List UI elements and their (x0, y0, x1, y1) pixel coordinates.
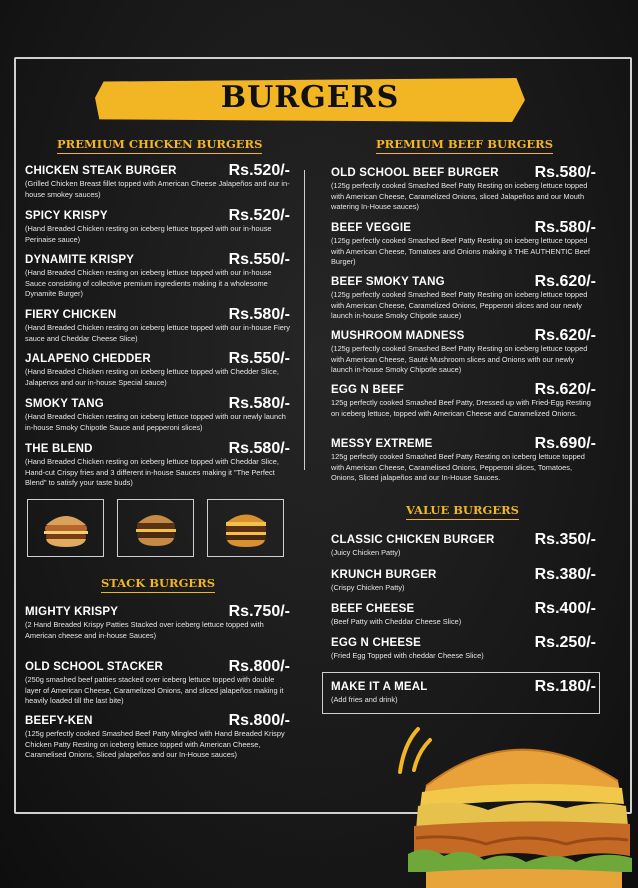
section-title-stack: STACK BURGERS (101, 576, 216, 590)
menu-item (25, 251, 290, 300)
item-name: CHICKEN STEAK BURGER (25, 165, 177, 177)
item-description: (Hand Breaded Chicken resting on iceberg lettuce topped with our in-house Perinaise sauce) (25, 224, 272, 244)
menu-item (331, 164, 596, 213)
featured-burger-image (396, 726, 638, 888)
item-name: SMOKY TANG (25, 398, 104, 410)
menu-item (25, 350, 290, 388)
item-name: DYNAMITE KRISPY (25, 254, 135, 266)
item-description: (125g perfectly cooked Smashed Beef Patty Resting on iceberg lettuce topped with American Cheese, Caramelized Onions, Pepperoni slices and our newly launch in-house Smoky Chipotle sauce) (331, 290, 588, 320)
item-name: EGG N CHEESE (331, 637, 421, 649)
menu-item (25, 603, 290, 641)
burger-icon (130, 507, 182, 549)
item-price: Rs.580/- (534, 164, 596, 181)
menu-item (25, 712, 290, 761)
menu-item (331, 381, 596, 419)
item-name: KRUNCH BURGER (331, 569, 437, 581)
item-price: Rs.520/- (228, 207, 290, 224)
item-name: THE BLEND (25, 443, 93, 455)
item-description: (Hand Breaded Chicken resting on iceberg lettuce topped with Cheddar Slice, Hand-cut Crispy fries and 3 different in-house Sauces making it "The Perfect Blend" to satisfy your taste buds) (25, 457, 279, 487)
accent-stroke (414, 740, 430, 770)
item-description: (250g smashed beef patties stacked over iceberg lettuce topped with double layer of American Cheese, Caramelized Onions, and sliced jalapeños making it heavily loaded till the last bite) (25, 675, 284, 705)
item-description: (Hand Breaded Chicken resting on iceberg lettuce topped with our in-house Fiery sauce and Cheddar Cheese Slice) (25, 323, 290, 343)
menu-item (25, 207, 290, 245)
item-description: (Hand Breaded Chicken resting on iceberg lettuce topped with Chedder Slice, Jalapenos and our in-house Special sauce) (25, 367, 279, 387)
section-title-chicken: PREMIUM CHICKEN BURGERS (57, 137, 263, 151)
menu-item (25, 395, 290, 433)
burger-thumbnail (207, 499, 284, 557)
item-name: MIGHTY KRISPY (25, 606, 119, 618)
item-price: Rs.520/- (228, 162, 290, 179)
item-description: (125g perfectly cooked Smashed Beef Patty Resting on iceberg lettuce topped with American Cheese, Caramelized Onions, sliced Jalapeños and our Mouth watering In-House sauces) (331, 181, 588, 211)
item-name: EGG N BEEF (331, 384, 404, 396)
item-price: Rs.250/- (534, 634, 596, 651)
item-price: Rs.580/- (228, 395, 290, 412)
menu-item (25, 306, 290, 344)
item-description: (2 Hand Breaded Krispy Patties Stacked over iceberg lettuce topped with American cheese and in-house Sauces) (25, 620, 264, 640)
menu-item (331, 634, 596, 662)
item-name: BEEF VEGGIE (331, 222, 412, 234)
item-name: SPICY KRISPY (25, 210, 108, 222)
menu-item (331, 531, 596, 559)
item-description: 125g perfectly cooked Smashed Beef Patty Resting on iceberg lettuce topped with American Cheese, Caramelised Onions, Pepperoni slices, Tomatoes, Onions, Sliced jalapeños and our In-House Sauces. (331, 452, 585, 482)
item-price: Rs.620/- (534, 327, 596, 344)
item-description: (Crispy Chicken Patty) (331, 583, 405, 592)
item-name: MESSY EXTREME (331, 438, 433, 450)
menu-item (25, 162, 290, 200)
item-price: Rs.580/- (534, 219, 596, 236)
item-name: BEEF CHEESE (331, 603, 415, 615)
item-description: 125g perfectly cooked Smashed Beef Patty, Dressed up with Fried-Egg Resting on iceberg lettuce, topped with American Cheese and Caramelized Onions. (331, 398, 591, 418)
item-name: CLASSIC CHICKEN BURGER (331, 534, 495, 546)
burger-icon (220, 507, 272, 549)
item-description: (125g perfectly cooked Smashed Beef Patty Resting on iceberg lettuce topped with American Cheese, Sauté Mushroom slices and Onions with our newly launch in-house Smoky Chipotle sauce) (331, 344, 588, 374)
item-name: OLD SCHOOL BEEF BURGER (331, 167, 499, 179)
item-name: FIERY CHICKEN (25, 309, 117, 321)
item-name: BEEF SMOKY TANG (331, 276, 445, 288)
item-description: (125g perfectly cooked Smashed Beef Patty Resting on iceberg lettuce topped with American Cheese, Tomatoes and Onions making it THE AUTHENTIC Beef Burger) (331, 236, 590, 266)
item-description: (Juicy Chicken Patty) (331, 548, 401, 557)
burger-thumbnail (27, 499, 104, 557)
item-name: BEEFY-KEN (25, 715, 93, 727)
menu-item (25, 440, 290, 489)
item-price: Rs.620/- (534, 273, 596, 290)
menu-item (25, 658, 290, 707)
item-price: Rs.580/- (228, 440, 290, 457)
item-description: (Beef Patty with Cheddar Cheese Slice) (331, 617, 462, 626)
meal-price: Rs.180/- (534, 678, 596, 695)
menu-item (331, 435, 596, 484)
item-price: Rs.400/- (534, 600, 596, 617)
menu-item (331, 600, 596, 628)
item-price: Rs.750/- (228, 603, 290, 620)
meal-description: (Add fries and drink) (331, 695, 398, 704)
page-title: BURGERS (220, 80, 400, 115)
menu-item (331, 327, 596, 376)
item-description: (Fried Egg Topped with cheddar Cheese Slice) (331, 651, 484, 660)
menu-item (331, 219, 596, 268)
menu-item (331, 273, 596, 322)
item-name: MUSHROOM MADNESS (331, 330, 465, 342)
item-description: (Hand Breaded Chicken resting on iceberg lettuce topped with our in-house Sauce consisting of collective premium ingredients making it a wholesome Dynamite Burger) (25, 268, 272, 298)
burger-thumbnail (117, 499, 194, 557)
menu-item (331, 566, 596, 594)
item-price: Rs.800/- (228, 712, 290, 729)
meal-item (331, 678, 596, 706)
item-name: JALAPENO CHEDDER (25, 353, 151, 365)
item-price: Rs.580/- (228, 306, 290, 323)
item-price: Rs.550/- (228, 251, 290, 268)
item-description: (125g perfectly cooked Smashed Beef Patty Mingled with Hand Breaded Krispy Chicken Patty Resting on iceberg lettuce topped with American Cheese, Caramelised Onions, Sliced jalapeños and our In-House sauces) (25, 729, 285, 759)
item-price: Rs.620/- (534, 381, 596, 398)
meal-name: MAKE IT A MEAL (331, 681, 428, 693)
item-price: Rs.350/- (534, 531, 596, 548)
column-divider (304, 170, 305, 470)
item-price: Rs.550/- (228, 350, 290, 367)
item-description: (Grilled Chicken Breast fillet topped with American Cheese Jalapeños and our in-house smokey sauces) (25, 179, 290, 199)
section-title-value: VALUE BURGERS (406, 503, 519, 517)
section-title-beef: PREMIUM BEEF BURGERS (376, 137, 554, 151)
item-description: (Hand Breaded Chicken resting on iceberg lettuce topped with our newly launch in-house Smoky Chipotle Sauce and pepperoni slices) (25, 412, 286, 432)
burger-icon (40, 507, 92, 549)
item-price: Rs.690/- (534, 435, 596, 452)
item-name: OLD SCHOOL STACKER (25, 661, 163, 673)
item-price: Rs.800/- (228, 658, 290, 675)
item-price: Rs.380/- (534, 566, 596, 583)
